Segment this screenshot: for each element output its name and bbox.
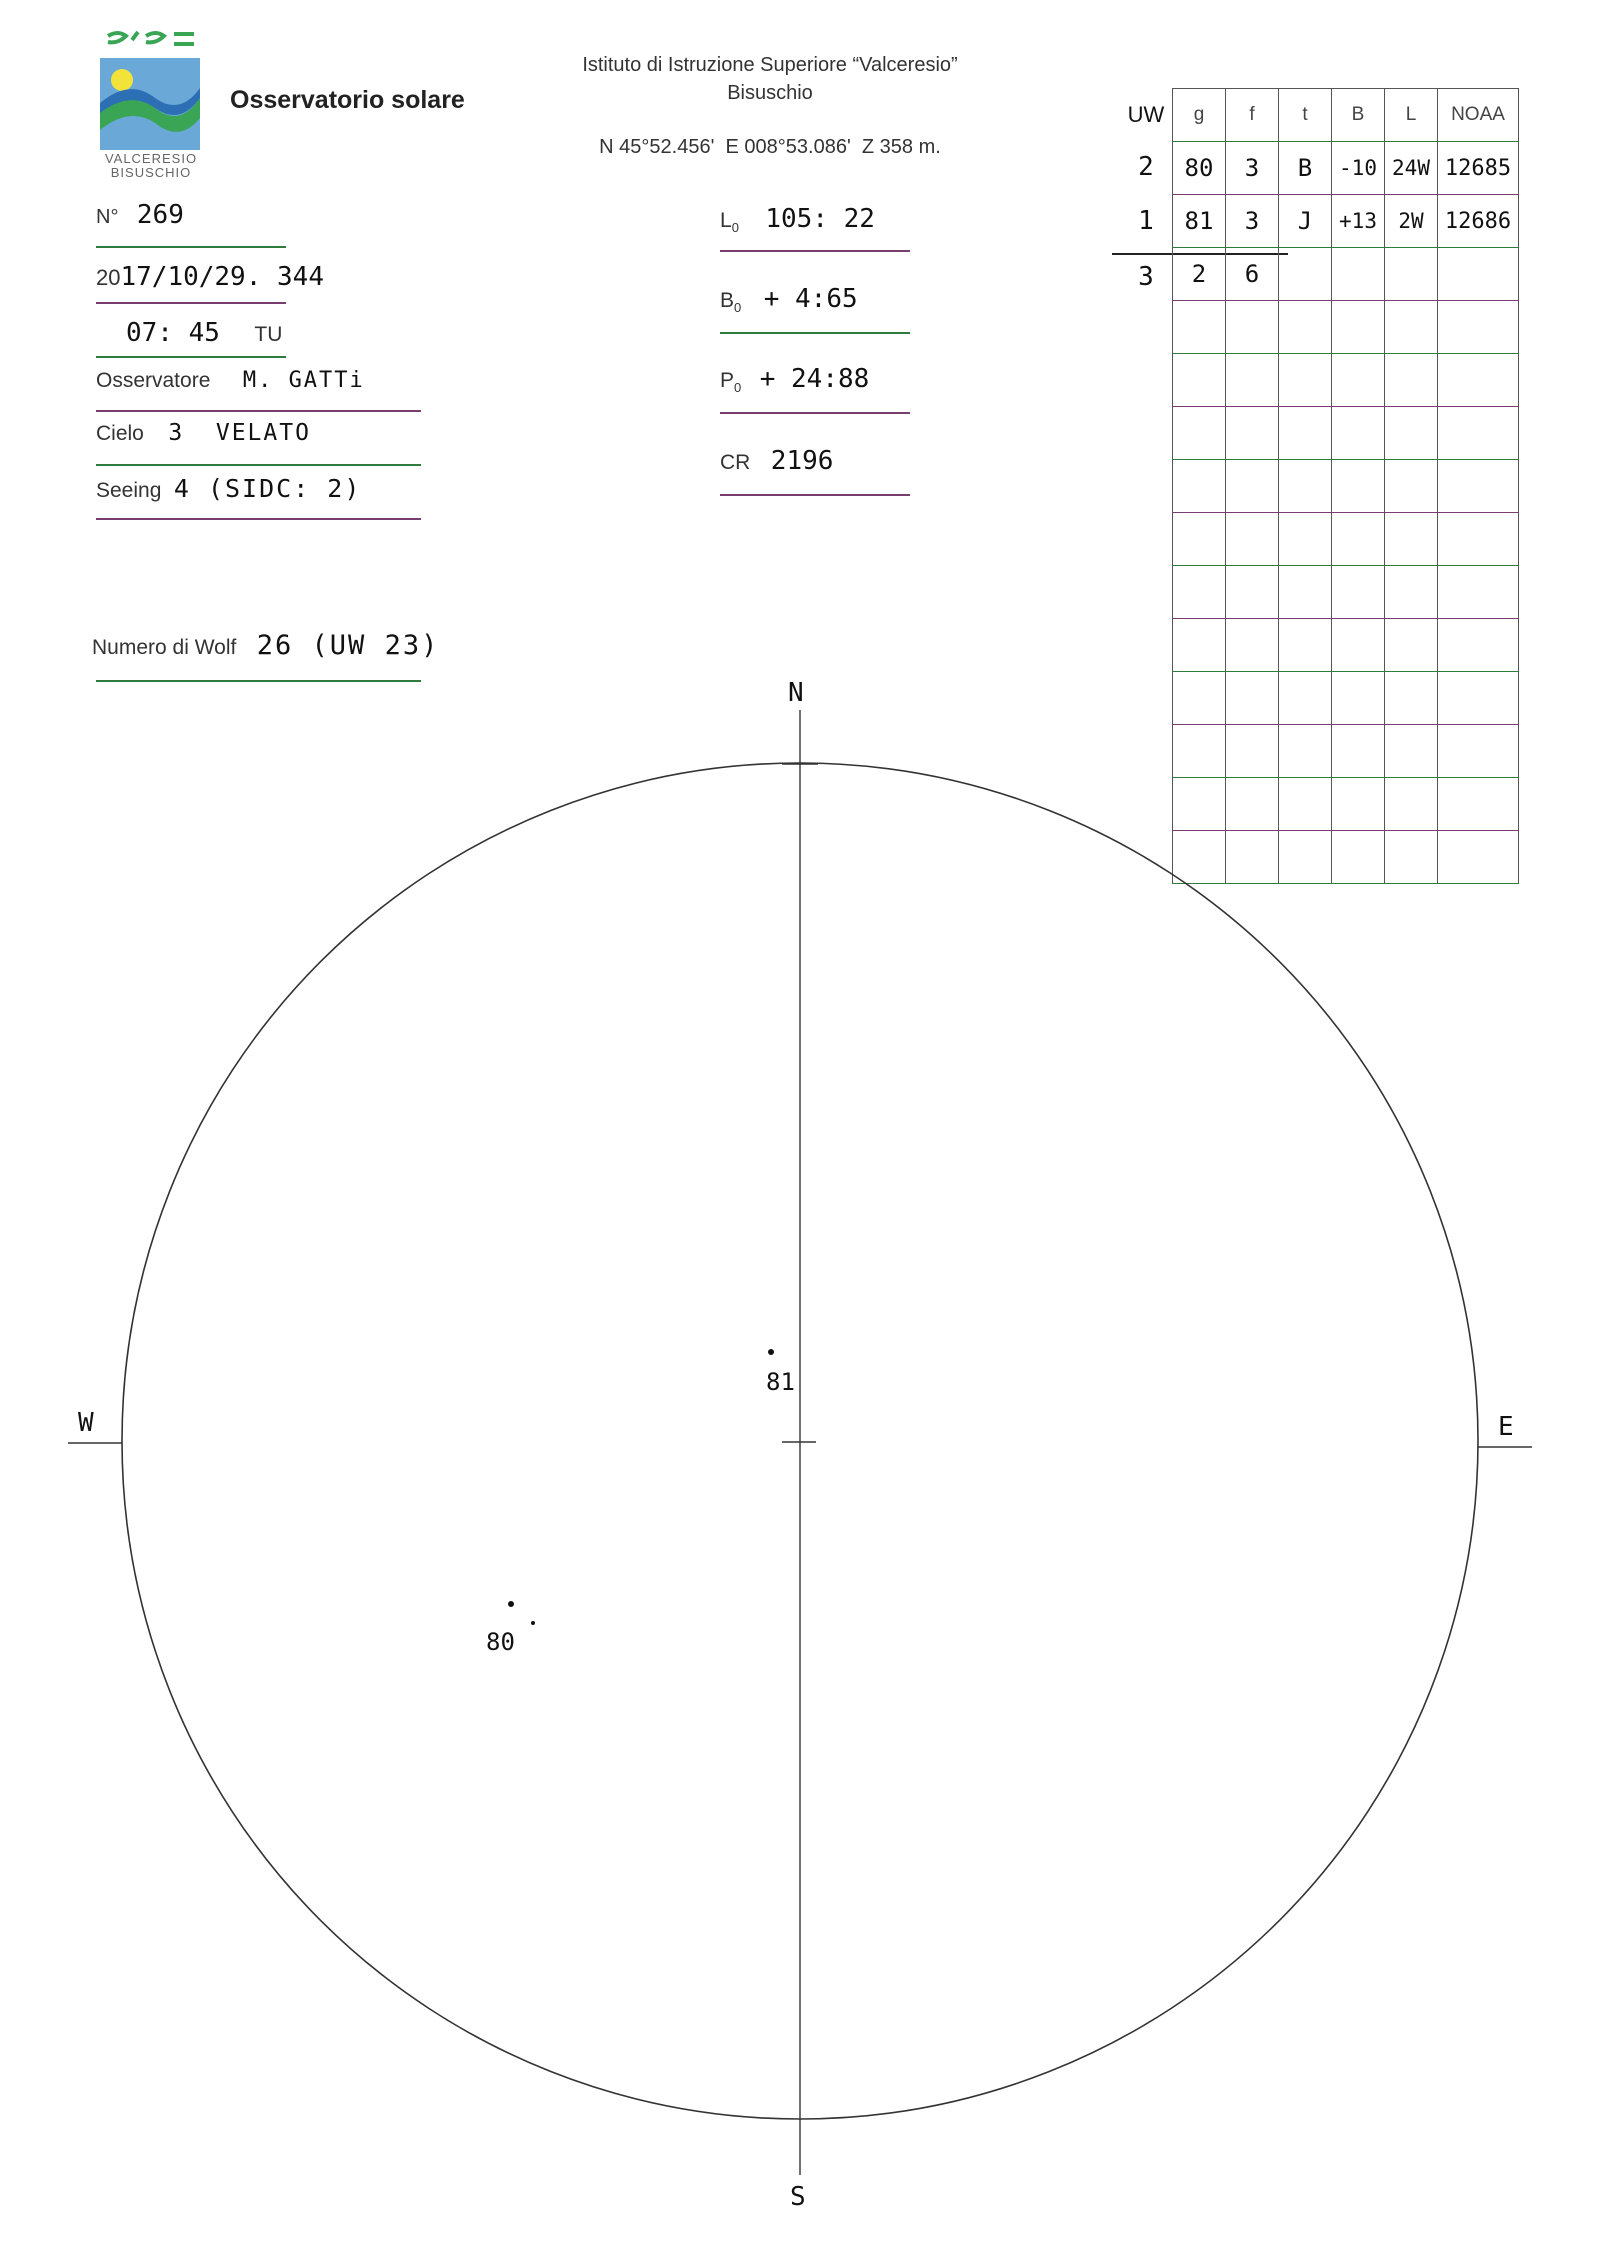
sunspot-group-80-follower [531, 1621, 535, 1625]
b0-label-sub: 0 [734, 300, 742, 316]
uw-value-total: 3 [1138, 262, 1154, 292]
date-value: 17/10/29. 344 [120, 262, 324, 292]
time-unit: TU [254, 323, 283, 346]
cr-value: 2196 [770, 446, 834, 476]
observatory-coordinates: N 45°52.456' E 008°53.086' Z 358 m. [599, 136, 941, 158]
b0-value: + 4:65 [763, 284, 858, 314]
institute-city: Bisuschio [727, 82, 813, 104]
north-label: N [788, 678, 804, 708]
cell-b: -10 [1332, 142, 1385, 195]
l0-value: 105: 22 [765, 204, 875, 234]
header-noaa: NOAA [1438, 89, 1519, 142]
seeing-label: Seeing [96, 479, 162, 502]
cell-f: 3 [1226, 142, 1279, 195]
observer-value: M. GATTi [242, 368, 365, 393]
logo-caption-line1: VALCERESIO [104, 151, 198, 166]
page-title: Osservatorio solare [230, 86, 465, 114]
group-81-label: 81 [766, 1368, 795, 1396]
cell-b: +13 [1332, 195, 1385, 248]
number-label: N° [96, 206, 119, 228]
west-label: W [78, 1408, 94, 1438]
group-80-label: 80 [486, 1628, 515, 1656]
uw-value-row1: 2 [1138, 152, 1154, 182]
uw-value-row2: 1 [1138, 206, 1154, 236]
p0-value: + 24:88 [759, 364, 870, 394]
header-b: B [1332, 89, 1385, 142]
header-t: t [1279, 89, 1332, 142]
cell-t: J [1279, 195, 1332, 248]
cell-noaa: 12685 [1438, 142, 1519, 195]
l0-label-text: L [720, 209, 732, 232]
observer-label: Osservatore [96, 369, 211, 392]
cell-g: 2 [1173, 248, 1226, 301]
time-value: 07: 45 [126, 318, 220, 348]
uw-header: UW [1127, 102, 1165, 127]
cell-l: 24W [1385, 142, 1438, 195]
cell-t: B [1279, 142, 1332, 195]
cell-noaa: 12686 [1438, 195, 1519, 248]
cr-label: CR [720, 451, 751, 474]
wolf-value: 26 (UW 23) [256, 630, 440, 661]
seeing-value: 4 (SIDC: 2) [173, 474, 362, 503]
header-l: L [1385, 89, 1438, 142]
sunspot-group-81 [768, 1349, 774, 1355]
p0-label-text: P [720, 369, 735, 392]
b0-label-text: B [720, 289, 735, 312]
header-g: g [1173, 89, 1226, 142]
east-label: E [1498, 1412, 1514, 1442]
sky-label: Cielo [96, 422, 144, 445]
header-f: f [1226, 89, 1279, 142]
number-value: 269 [136, 200, 184, 230]
sky-value: 3 VELATO [168, 420, 311, 446]
cell-f: 6 [1226, 248, 1279, 301]
institute-name: Istituto di Istruzione Superiore “Valceresio” [582, 54, 958, 76]
l0-label-sub: 0 [731, 220, 739, 236]
wolf-label: Numero di Wolf [92, 636, 237, 659]
p0-label-sub: 0 [734, 380, 742, 396]
cell-l: 2W [1385, 195, 1438, 248]
cell-g: 81 [1173, 195, 1226, 248]
sunspot-group-80-leader [508, 1601, 514, 1607]
south-label: S [790, 2182, 806, 2212]
cell-g: 80 [1173, 142, 1226, 195]
date-prefix: 20 [96, 265, 121, 290]
cell-f: 3 [1226, 195, 1279, 248]
logo-caption-line2: BISUSCHIO [110, 165, 192, 180]
